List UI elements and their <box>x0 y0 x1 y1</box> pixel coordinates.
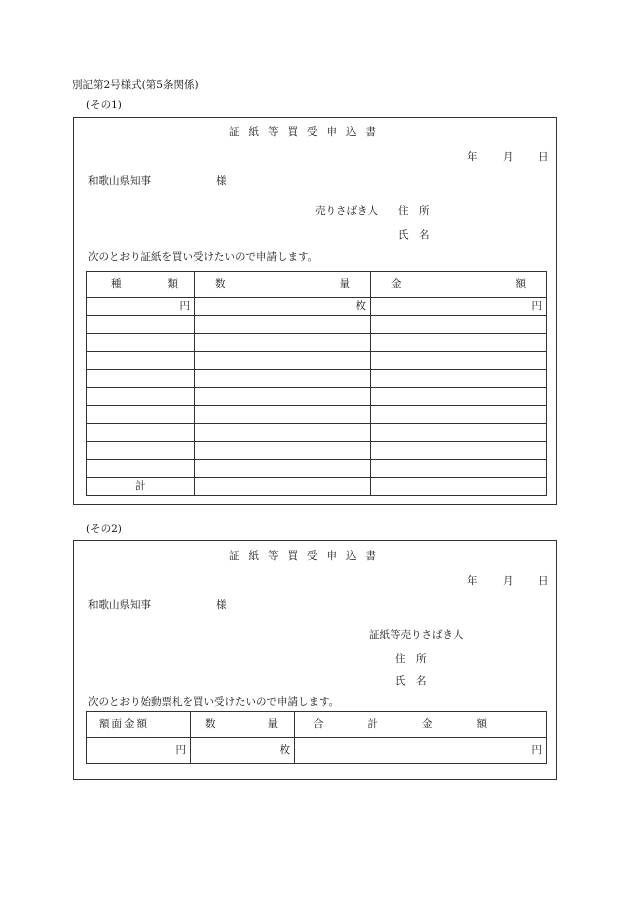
table-row <box>87 424 547 442</box>
table-cell[interactable] <box>87 424 195 442</box>
table-row <box>87 406 547 424</box>
form1-unit-sheets: 枚 <box>195 298 371 316</box>
form2-header-quantity: 数 量 <box>191 712 295 738</box>
table-cell[interactable] <box>87 352 195 370</box>
table-cell[interactable] <box>371 442 547 460</box>
table-cell[interactable] <box>371 334 547 352</box>
table-cell[interactable] <box>371 352 547 370</box>
form1-statement: 次のとおり証紙を買い受けたいので申請します。 <box>88 251 319 263</box>
table-row <box>87 352 547 370</box>
form2-date-day: 日 <box>538 575 549 587</box>
form2-title: 証紙等買受申込書 <box>229 550 385 562</box>
form1-table-header-row <box>87 272 547 298</box>
form1-date-month: 月 <box>503 151 514 163</box>
form2-unit-sheets[interactable]: 枚 <box>191 738 295 764</box>
form1-total-label: 計 <box>87 478 195 496</box>
form1-date-year: 年 <box>467 151 478 163</box>
table-cell[interactable] <box>371 370 547 388</box>
table-cell[interactable] <box>195 370 371 388</box>
form1-header-type: 種 類 <box>87 272 195 298</box>
form1-total-amount[interactable] <box>371 478 547 496</box>
form2-seller-label: 証紙等売りさばき人 <box>369 629 464 641</box>
table-cell[interactable] <box>87 388 195 406</box>
table-cell[interactable] <box>87 334 195 352</box>
form2-date-month: 月 <box>503 575 514 587</box>
form1-address-label: 住 所 <box>398 205 430 217</box>
table-cell[interactable] <box>371 388 547 406</box>
form1-name-label: 氏 名 <box>398 229 430 241</box>
form1-seller-label: 売りさばき人 <box>315 205 378 217</box>
form2-header-total: 合計金額 <box>295 712 547 738</box>
form1-header-quantity: 数 量 <box>195 272 371 298</box>
form1-table <box>86 271 547 496</box>
table-cell[interactable] <box>87 316 195 334</box>
table-cell[interactable] <box>195 388 371 406</box>
form2-unit-yen[interactable]: 円 <box>87 738 191 764</box>
form1-unit-yen-amount: 円 <box>371 298 547 316</box>
table-cell[interactable] <box>371 406 547 424</box>
table-cell[interactable] <box>87 406 195 424</box>
form2-table-header-row <box>87 712 547 738</box>
table-cell[interactable] <box>195 334 371 352</box>
table-cell[interactable] <box>87 460 195 478</box>
table-row <box>87 298 547 316</box>
table-cell[interactable] <box>371 460 547 478</box>
table-row <box>87 738 547 764</box>
form2-addressee: 和歌山県知事 <box>88 599 151 611</box>
table-cell[interactable] <box>195 460 371 478</box>
form2-unit-yen-total[interactable]: 円 <box>295 738 547 764</box>
table-cell[interactable] <box>371 316 547 334</box>
table-cell[interactable] <box>195 424 371 442</box>
table-row <box>87 442 547 460</box>
table-row <box>87 316 547 334</box>
table-cell[interactable] <box>195 442 371 460</box>
part2-label: (その2) <box>86 523 122 535</box>
form1-honorific: 様 <box>216 175 227 187</box>
form1-addressee: 和歌山県知事 <box>88 175 151 187</box>
form2-honorific: 様 <box>216 599 227 611</box>
form2-name-label: 氏 名 <box>395 675 427 687</box>
form-id: 別記第2号様式(第5条関係) <box>72 79 199 91</box>
form1-header-amount: 金 額 <box>371 272 547 298</box>
form1-unit-yen: 円 <box>87 298 195 316</box>
table-cell[interactable] <box>87 442 195 460</box>
form2-address-label: 住 所 <box>395 653 427 665</box>
table-row <box>87 388 547 406</box>
form2-date-year: 年 <box>467 575 478 587</box>
form1-date-day: 日 <box>538 151 549 163</box>
form1-total-quantity[interactable] <box>195 478 371 496</box>
part1-label: (その1) <box>86 99 122 111</box>
table-cell[interactable] <box>371 424 547 442</box>
form1-title: 証紙等買受申込書 <box>229 126 385 138</box>
table-row <box>87 334 547 352</box>
table-cell[interactable] <box>195 316 371 334</box>
table-cell[interactable] <box>195 406 371 424</box>
form2-table <box>86 711 547 764</box>
form2-statement: 次のとおり始動票札を買い受けたいので申請します。 <box>88 696 340 708</box>
table-row <box>87 370 547 388</box>
form2-header-face-value: 額面金額 <box>87 712 191 738</box>
table-cell[interactable] <box>87 370 195 388</box>
table-cell[interactable] <box>195 352 371 370</box>
form1-total-row <box>87 478 547 496</box>
table-row <box>87 460 547 478</box>
